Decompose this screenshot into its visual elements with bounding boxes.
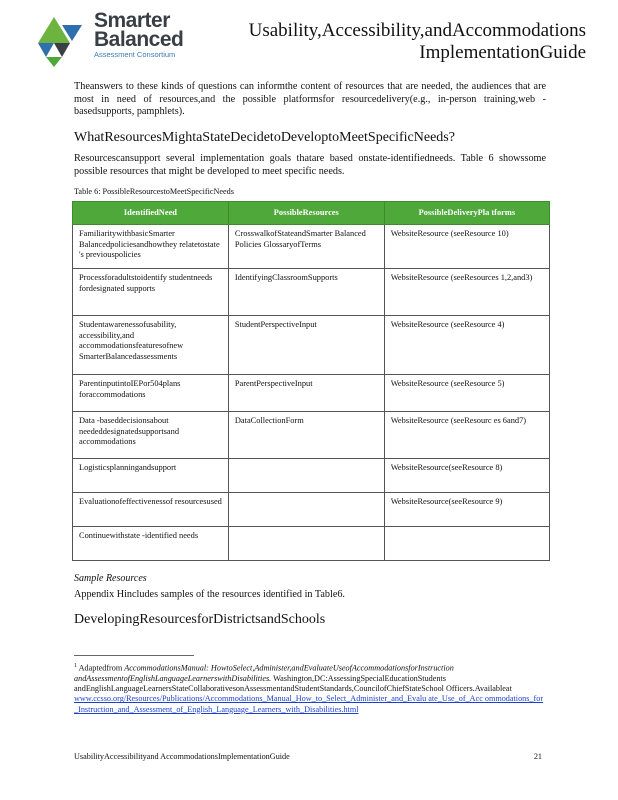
table-header-cell: PossibleResources xyxy=(228,202,384,225)
section-paragraph: Resourcescansupport several implementation goals thatare based onstate-identifiedneeds. Table 6 showssome possible resources that might be developed to meet specific needs. xyxy=(74,153,546,177)
resources-table xyxy=(72,201,550,561)
table-row xyxy=(73,269,550,316)
table-cell-need: FamiliaritywithbasicSmarter Balancedpoliciesandhowthey relatetostate 's previouspolicies xyxy=(73,225,229,269)
table-cell-need: Processforadultstoidentify studentneeds fordesignated supports xyxy=(73,269,229,316)
footer-document-title: UsabilityAccessibilityand AccommodationsImplementationGuide xyxy=(74,752,290,761)
table-cell-platform xyxy=(384,527,549,561)
table-caption: Table 6: PossibleResourcestoMeetSpecificNeeds xyxy=(74,187,234,196)
table-cell-need: Logisticsplanningandsupport xyxy=(73,459,229,493)
logo-line-2: Balanced xyxy=(94,28,184,51)
document-header-title xyxy=(249,20,586,64)
footnote-divider xyxy=(74,655,194,656)
table-cell-platform: WebsiteResource(seeResource 9) xyxy=(384,493,549,527)
footnote-marker: 1 xyxy=(74,663,77,669)
footnote-link[interactable]: www.ccsso.org/Resources/Publications/Accommodations_Manual_How_to_Select_Administer_and_Evalu ate_Use_of_Acc ommodations_for_Instruction_and_Assessment_of_English_Language_Learners_with_Disabilities.html xyxy=(74,694,544,714)
table-row xyxy=(73,412,550,459)
sample-resources-text: Appendix Hincludes samples of the resources identified in Table6. xyxy=(74,589,345,600)
table-cell-platform: WebsiteResource (seeResource 10) xyxy=(384,225,549,269)
table-row xyxy=(73,225,550,269)
table-row xyxy=(73,527,550,561)
logo-mark-icon xyxy=(34,15,90,67)
intro-paragraph: Theanswers to these kinds of questions can informthe content of resources that are needed, the audiences that are most in need of resources,and the possible platformsfor resourcedelivery(e.g., in-person training,web -basedsupports, pamphlets). xyxy=(74,81,546,117)
table-cell-platform: WebsiteResource (seeResources 1,2,and3) xyxy=(384,269,549,316)
table-cell-need: Continuewithstate -identified needs xyxy=(73,527,229,561)
sample-resources-heading: Sample Resources xyxy=(74,573,147,584)
table-header-row xyxy=(73,202,550,225)
header-title-line-2: ImplementationGuide xyxy=(419,42,586,63)
table-header-cell: IdentifiedNeed xyxy=(73,202,229,225)
footnote-text-a: Adaptedfrom xyxy=(77,663,125,673)
table-row xyxy=(73,493,550,527)
table-cell-resource: ParentPerspectiveInput xyxy=(228,375,384,412)
section-heading-what-resources: WhatResourcesMightaStateDecidetoDeveloptoMeetSpecificNeeds? xyxy=(74,130,455,145)
table-cell-platform: WebsiteResource (seeResourc es 6and7) xyxy=(384,412,549,459)
table-cell-resource: StudentPerspectiveInput xyxy=(228,316,384,375)
table-cell-resource xyxy=(228,459,384,493)
footnote-title: AccommodationsManual: HowtoSelect,Administer,andEvaluateUseofAccommodationsforInstruction andAssessmentofEnglishLanguageLearnerswithDisabilities. xyxy=(74,663,454,683)
footer-page-number: 21 xyxy=(533,752,542,761)
logo-line-1: Smarter xyxy=(94,9,170,32)
smarter-balanced-logo xyxy=(34,11,184,67)
table-row xyxy=(73,459,550,493)
table-cell-platform: WebsiteResource(seeResource 8) xyxy=(384,459,549,493)
table-cell-resource: CrosswalkofStateandSmarter Balanced Policies GlossaryofTerms xyxy=(228,225,384,269)
table-cell-need: Evaluationofeffectivenessof resourcesused xyxy=(73,493,229,527)
table-cell-resource: IdentifyingClassroomSupports xyxy=(228,269,384,316)
table-cell-need: ParentinputintoIEPor504plans foraccommodations xyxy=(73,375,229,412)
section-heading-developing-resources: DevelopingResourcesforDistrictsandSchools xyxy=(74,612,326,627)
table-cell-resource xyxy=(228,493,384,527)
table-cell-need: Studentawarenessofusability, accessibility,and accommodationsfeaturesofnew SmarterBalancedassessments xyxy=(73,316,229,375)
table-row xyxy=(73,375,550,412)
table-row xyxy=(73,316,550,375)
table-cell-resource: DataCollectionForm xyxy=(228,412,384,459)
table-cell-platform: WebsiteResource (seeResource 4) xyxy=(384,316,549,375)
logo-line-3: Assessment Consortium xyxy=(94,50,176,59)
footnote xyxy=(74,661,546,715)
header-title-line-1: Usability,Accessibility,andAccommodations xyxy=(248,20,586,41)
table-cell-platform: WebsiteResource (seeResource 5) xyxy=(384,375,549,412)
table-cell-need: Data -baseddecisionsabout neededdesignatedsupportsand accommodations xyxy=(73,412,229,459)
table-cell-resource xyxy=(228,527,384,561)
table-header-cell: PossibleDeliveryPla tforms xyxy=(384,202,549,225)
footnote-text-b: Washington,DC:AssessingSpecialEducationStudents andEnglishLanguageLearnersStateCollaborativesonAssessmentandStudentStandards,CouncilofChiefStateSchool Officers.Availableat xyxy=(74,673,512,694)
